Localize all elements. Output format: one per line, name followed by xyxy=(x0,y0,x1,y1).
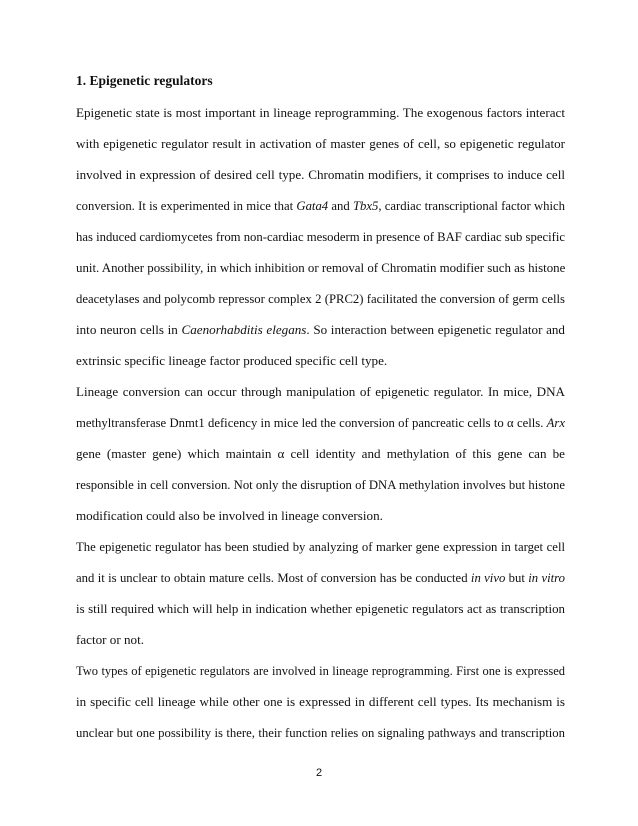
body-line: involved in expression of desired cell type. Chromatin modifiers, it comprises to induce cell xyxy=(76,167,565,182)
body-line: deacetylases and polycomb repressor complex 2 (PRC2) facilitated the conversion of germ cells xyxy=(76,292,565,306)
gene-name-arx: Arx xyxy=(546,416,565,430)
body-line: with epigenetic regulator result in activation of master genes of cell, so epigenetic regulator xyxy=(76,136,565,151)
gene-name-gata4: Gata4 xyxy=(296,199,329,213)
body-line: is still required which will help in indication whether epigenetic regulators act as transcription xyxy=(76,602,565,616)
body-line: unit. Another possibility, in which inhibition or removal of Chromatin modifier such as histone xyxy=(76,261,565,275)
body-line: factor or not. xyxy=(76,632,144,647)
section-heading: 1. Epigenetic regulators xyxy=(76,73,213,88)
gene-name-tbx5: Tbx5 xyxy=(352,199,379,213)
body-line: extrinsic specific lineage factor produced specific cell type. xyxy=(76,353,388,368)
body-line: unclear but one possibility is there, their function relies on signaling pathways and transcription xyxy=(76,726,565,740)
species-name: Caenorhabditis elegans xyxy=(181,322,307,337)
body-line: responsible in cell conversion. Not only the disruption of DNA methylation involves but histone xyxy=(76,478,565,492)
body-line: in specific cell lineage while other one is expressed in different cell types. Its mechanism is xyxy=(76,694,565,709)
body-line: modification could also be involved in lineage conversion. xyxy=(76,508,383,523)
body-line: has induced cardiomycetes from non-cardiac mesoderm in presence of BAF cardiac sub specific xyxy=(76,230,565,244)
body-line: The epigenetic regulator has been studied by analyzing of marker gene expression in target cell xyxy=(76,540,565,554)
body-line: methyltransferase Dnmt1 deficency in mice led the conversion of pancreatic cells to α cells. Arx xyxy=(76,416,565,430)
body-line: Lineage conversion can occur through manipulation of epigenetic regulator. In mice, DNA xyxy=(76,384,565,399)
term-in-vivo: in vivo xyxy=(470,571,506,585)
body-line: Epigenetic state is most important in lineage reprogramming. The exogenous factors interact xyxy=(76,105,565,120)
body-line: into neuron cells in Caenorhabditis elegans. So interaction between epigenetic regulator and xyxy=(76,322,565,337)
body-line: conversion. It is experimented in mice that Gata4 and Tbx5, cardiac transcriptional factor which xyxy=(76,199,565,213)
term-in-vitro: in vitro xyxy=(528,571,565,585)
page-number: 2 xyxy=(315,767,323,779)
body-line: and it is unclear to obtain mature cells. Most of conversion has be conducted in vivo but in vitro xyxy=(76,571,565,585)
body-line: Two types of epigenetic regulators are involved in lineage reprogramming. First one is expressed xyxy=(76,664,565,678)
body-line: gene (master gene) which maintain α cell identity and methylation of this gene can be xyxy=(76,446,565,461)
